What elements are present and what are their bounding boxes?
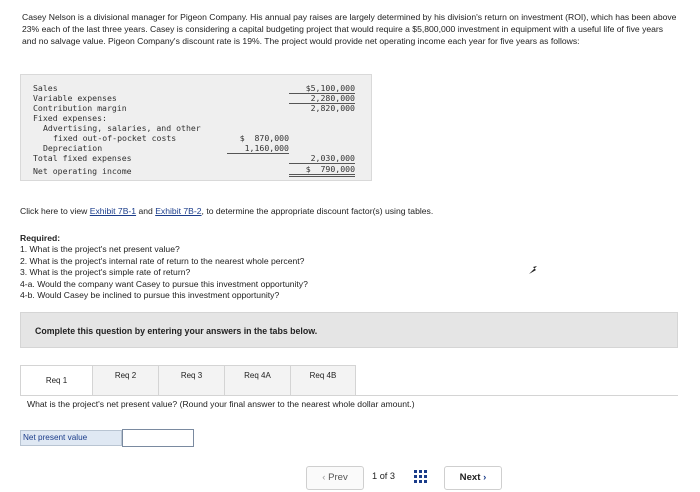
instructions-banner <box>20 312 678 348</box>
total-pages: 3 <box>389 471 396 481</box>
next-button[interactable] <box>444 466 502 490</box>
mouse-cursor-icon <box>528 265 538 275</box>
advertising-label-1: Advertising, salaries, and other <box>43 123 201 133</box>
page-indicator <box>372 471 395 481</box>
chevron-right-icon: › <box>483 472 487 483</box>
exhibit-instructions <box>20 206 433 216</box>
tab-req-2[interactable]: Req 2 <box>92 365 158 395</box>
income-statement <box>20 74 372 181</box>
required-item: 4-b. Would Casey be inclined to pursue this investment opportunity? <box>20 290 280 301</box>
total-fixed-label: Total fixed expenses <box>33 153 132 163</box>
npv-label: Net present value <box>20 430 122 446</box>
tabs-divider <box>20 395 678 396</box>
advertising-value: $ 870,000 <box>239 133 289 143</box>
net-operating-income-value: $ 790,000 <box>289 164 355 177</box>
variable-expenses-label: Variable expenses <box>33 93 117 103</box>
required-item: 1. What is the project's net present value? <box>20 244 180 255</box>
banner-text: Complete this question by entering your answers in the tabs below. <box>35 326 318 336</box>
net-operating-income-label: Net operating income <box>33 166 132 176</box>
sales-value: $5,100,000 <box>289 83 355 94</box>
grid-icon[interactable] <box>414 470 428 484</box>
required-heading: Required: <box>20 233 61 243</box>
depreciation-value: 1,160,000 <box>227 143 289 154</box>
contribution-margin-label: Contribution margin <box>33 103 127 113</box>
problem-intro: Casey Nelson is a divisional manager for Pigeon Company. His annual pay raises are largely determined by his division's return on investment (ROI), which has been above 23% each of the last three years. Casey is considering a capital budgeting project that would require a $5,800,000 investment in equipment with a useful life of five years and no salvage value. Pigeon Company's discount rate is 19%. The project would provide net operating income each year for five years as follows: <box>22 12 677 46</box>
advertising-label-2: fixed out-of-pocket costs <box>53 133 177 143</box>
tab-req-4a[interactable]: Req 4A <box>224 365 290 395</box>
exhibit-prefix: Click here to view <box>20 206 90 216</box>
depreciation-label: Depreciation <box>43 143 103 153</box>
exhibit-7b2-link[interactable]: Exhibit 7B-2 <box>155 206 202 216</box>
current-page: 1 <box>372 471 378 481</box>
prev-label: Prev <box>328 472 348 483</box>
sales-label: Sales <box>33 83 58 93</box>
exhibit-suffix: , to determine the appropriate discount factor(s) using tables. <box>201 206 434 216</box>
required-item: 3. What is the project's simple rate of return? <box>20 267 191 278</box>
tab-req-1[interactable]: Req 1 <box>20 365 92 395</box>
tab-req-4b[interactable]: Req 4B <box>290 365 356 395</box>
requirement-tabs <box>20 365 360 395</box>
fixed-expenses-label: Fixed expenses: <box>33 113 107 123</box>
question-text: What is the project's net present value? (Round your final answer to the nearest whole dollar amount.) <box>27 399 415 409</box>
chevron-left-icon: ‹ <box>322 472 326 483</box>
exhibit-7b1-link[interactable]: Exhibit 7B-1 <box>89 206 137 216</box>
exhibit-and: and <box>136 206 156 216</box>
prev-button[interactable] <box>306 466 364 490</box>
npv-input[interactable] <box>122 429 194 447</box>
required-item: 4-a. Would the company want Casey to pursue this investment opportunity? <box>20 278 308 289</box>
page-of: of <box>379 471 388 481</box>
required-item: 2. What is the project's internal rate of return to the nearest whole percent? <box>20 255 305 266</box>
required-section <box>20 233 308 301</box>
variable-expenses-value: 2,280,000 <box>289 93 355 104</box>
next-label: Next <box>459 472 481 483</box>
total-fixed-value: 2,030,000 <box>289 153 355 164</box>
contribution-margin-value: 2,820,000 <box>310 103 355 113</box>
tab-req-3[interactable]: Req 3 <box>158 365 224 395</box>
